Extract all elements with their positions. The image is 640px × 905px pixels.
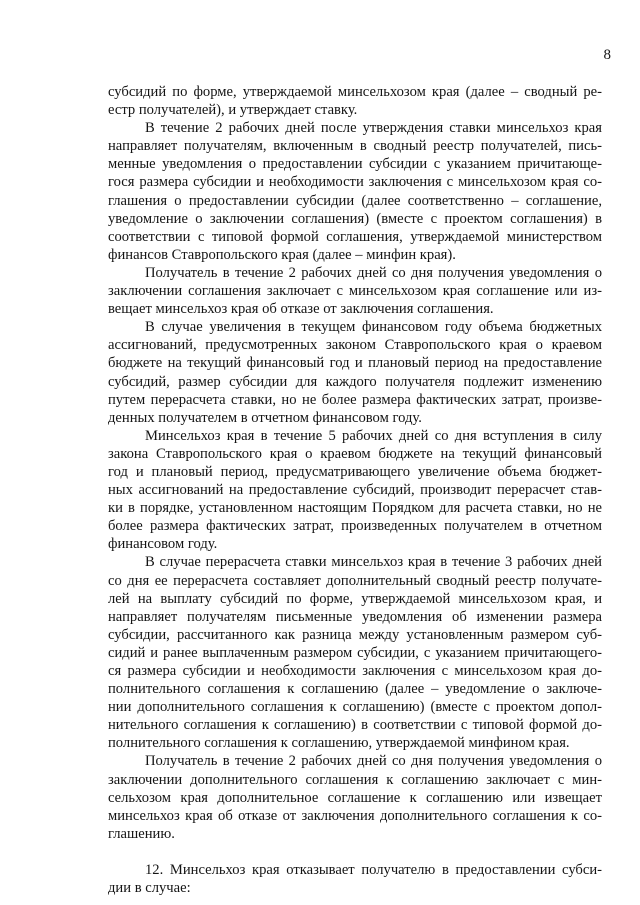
paragraph-gap bbox=[108, 843, 602, 861]
text-line: Получатель в течение 2 рабочих дней со дня получения уведомления о bbox=[145, 753, 602, 770]
text-line: естр получателей), и утверждает ставку. bbox=[108, 102, 358, 119]
text-line: Получатель в течение 2 рабочих дней со дня получения уведомления о bbox=[145, 264, 602, 281]
text-line: полнительного соглашения к соглашению (далее – уведомление о заключе- bbox=[108, 681, 602, 698]
text-line: ассигнований, предусмотренных законом Ставропольского края о краевом bbox=[108, 337, 602, 354]
text-line: нии дополнительного соглашения к соглашению) (вместе с проектом допол- bbox=[108, 699, 602, 716]
text-line: менные уведомления о предоставлении субсидии с указанием причитающе- bbox=[108, 156, 602, 173]
text-line: со дня ее перерасчета составляет дополнительный сводный реестр получате- bbox=[108, 572, 602, 589]
text-line: В течение 2 рабочих дней после утверждения ставки минсельхоз края bbox=[145, 120, 602, 137]
text-line: уведомление о заключении соглашения) (вместе с проектом соглашения) в bbox=[108, 210, 602, 227]
text-line: полнительного соглашения к соглашению, утверждаемой минфином края. bbox=[108, 735, 570, 752]
text-line: бюджете на текущий финансовый год и плановый период на предоставление bbox=[108, 355, 602, 372]
text-line: лей на выплату субсидий по форме, утверждаемой минсельхозом края, и bbox=[108, 590, 602, 607]
text-line: денных получателем в отчетном финансовом году. bbox=[108, 409, 422, 426]
text-line: ся размера субсидии и необходимости заключения с минсельхозом края до- bbox=[108, 663, 602, 679]
text-line: ки в порядке, установленном настоящим Порядком для расчета ставки, но не bbox=[108, 500, 602, 517]
text-line: В случае перерасчета ставки минсельхоз края в течение 3 рабочих дней bbox=[145, 554, 602, 571]
text-line: заключении дополнительного соглашения к соглашению заключает с мин- bbox=[108, 771, 602, 788]
text-line: нительного соглашения к соглашению) в соответствии с типовой формой до- bbox=[108, 717, 602, 734]
text-line: субсидий по форме, утверждаемой минсельхозом края (далее – сводный ре- bbox=[108, 84, 602, 100]
text-line: год и плановый период, предусматривающего увеличение объема бюджет- bbox=[108, 463, 602, 480]
text-line: более размера фактических затрат, произведенных получателем в отчетном bbox=[108, 518, 602, 535]
text-line: субсидий, размер субсидии для каждого получателя подлежит изменению bbox=[108, 373, 602, 390]
text-line: финансовом году. bbox=[108, 536, 218, 553]
text-line: 12. Минсельхоз края отказывает получателю в предоставлении субси- bbox=[145, 861, 602, 878]
text-line: сидий и ранее выплаченным размером субсидии, с указанием причитающего- bbox=[108, 644, 602, 661]
text-line: дии в случае: bbox=[108, 880, 191, 897]
document-body bbox=[108, 83, 602, 897]
text-line: вещает минсельхоз края об отказе от заключения соглашения. bbox=[108, 301, 494, 318]
text-line: направляет получателям, включенным в сводный реестр получателей, пись- bbox=[108, 138, 602, 155]
text-line: соответствии с типовой формой соглашения, утверждаемой министерством bbox=[108, 228, 602, 245]
text-line: путем перерасчета ставки, но не более размера фактических затрат, произве- bbox=[108, 391, 602, 408]
text-line: минсельхоз края об отказе от заключения дополнительного соглашения к со- bbox=[108, 807, 602, 824]
text-line: глашения о предоставлении субсидии (далее соответственно – соглашение, bbox=[108, 192, 602, 209]
text-line: глашению. bbox=[108, 825, 175, 842]
text-line: направляет получателям письменные уведомления об изменении размера bbox=[108, 608, 602, 625]
text-line: заключении соглашения заключает с минсельхозом края соглашение или из- bbox=[108, 283, 602, 300]
text-line: финансов Ставропольского края (далее – минфин края). bbox=[108, 246, 456, 263]
text-line: субсидии, рассчитанного как разница между установленным размером суб- bbox=[108, 626, 602, 643]
text-line: Минсельхоз края в течение 5 рабочих дней со дня вступления в силу bbox=[145, 427, 602, 444]
text-line: В случае увеличения в текущем финансовом году объема бюджетных bbox=[145, 319, 602, 336]
text-line: сельхозом края дополнительное соглашение к соглашению или извещает bbox=[108, 789, 602, 806]
text-line: закона Ставропольского края о краевом бюджете на текущий финансовый bbox=[108, 445, 602, 462]
text-line: гося размера субсидии и необходимости заключения с минсельхозом края со- bbox=[108, 174, 602, 191]
text-line: ных ассигнований на предоставление субсидий, производит перерасчет став- bbox=[108, 482, 602, 499]
page-number: 8 bbox=[603, 47, 611, 63]
